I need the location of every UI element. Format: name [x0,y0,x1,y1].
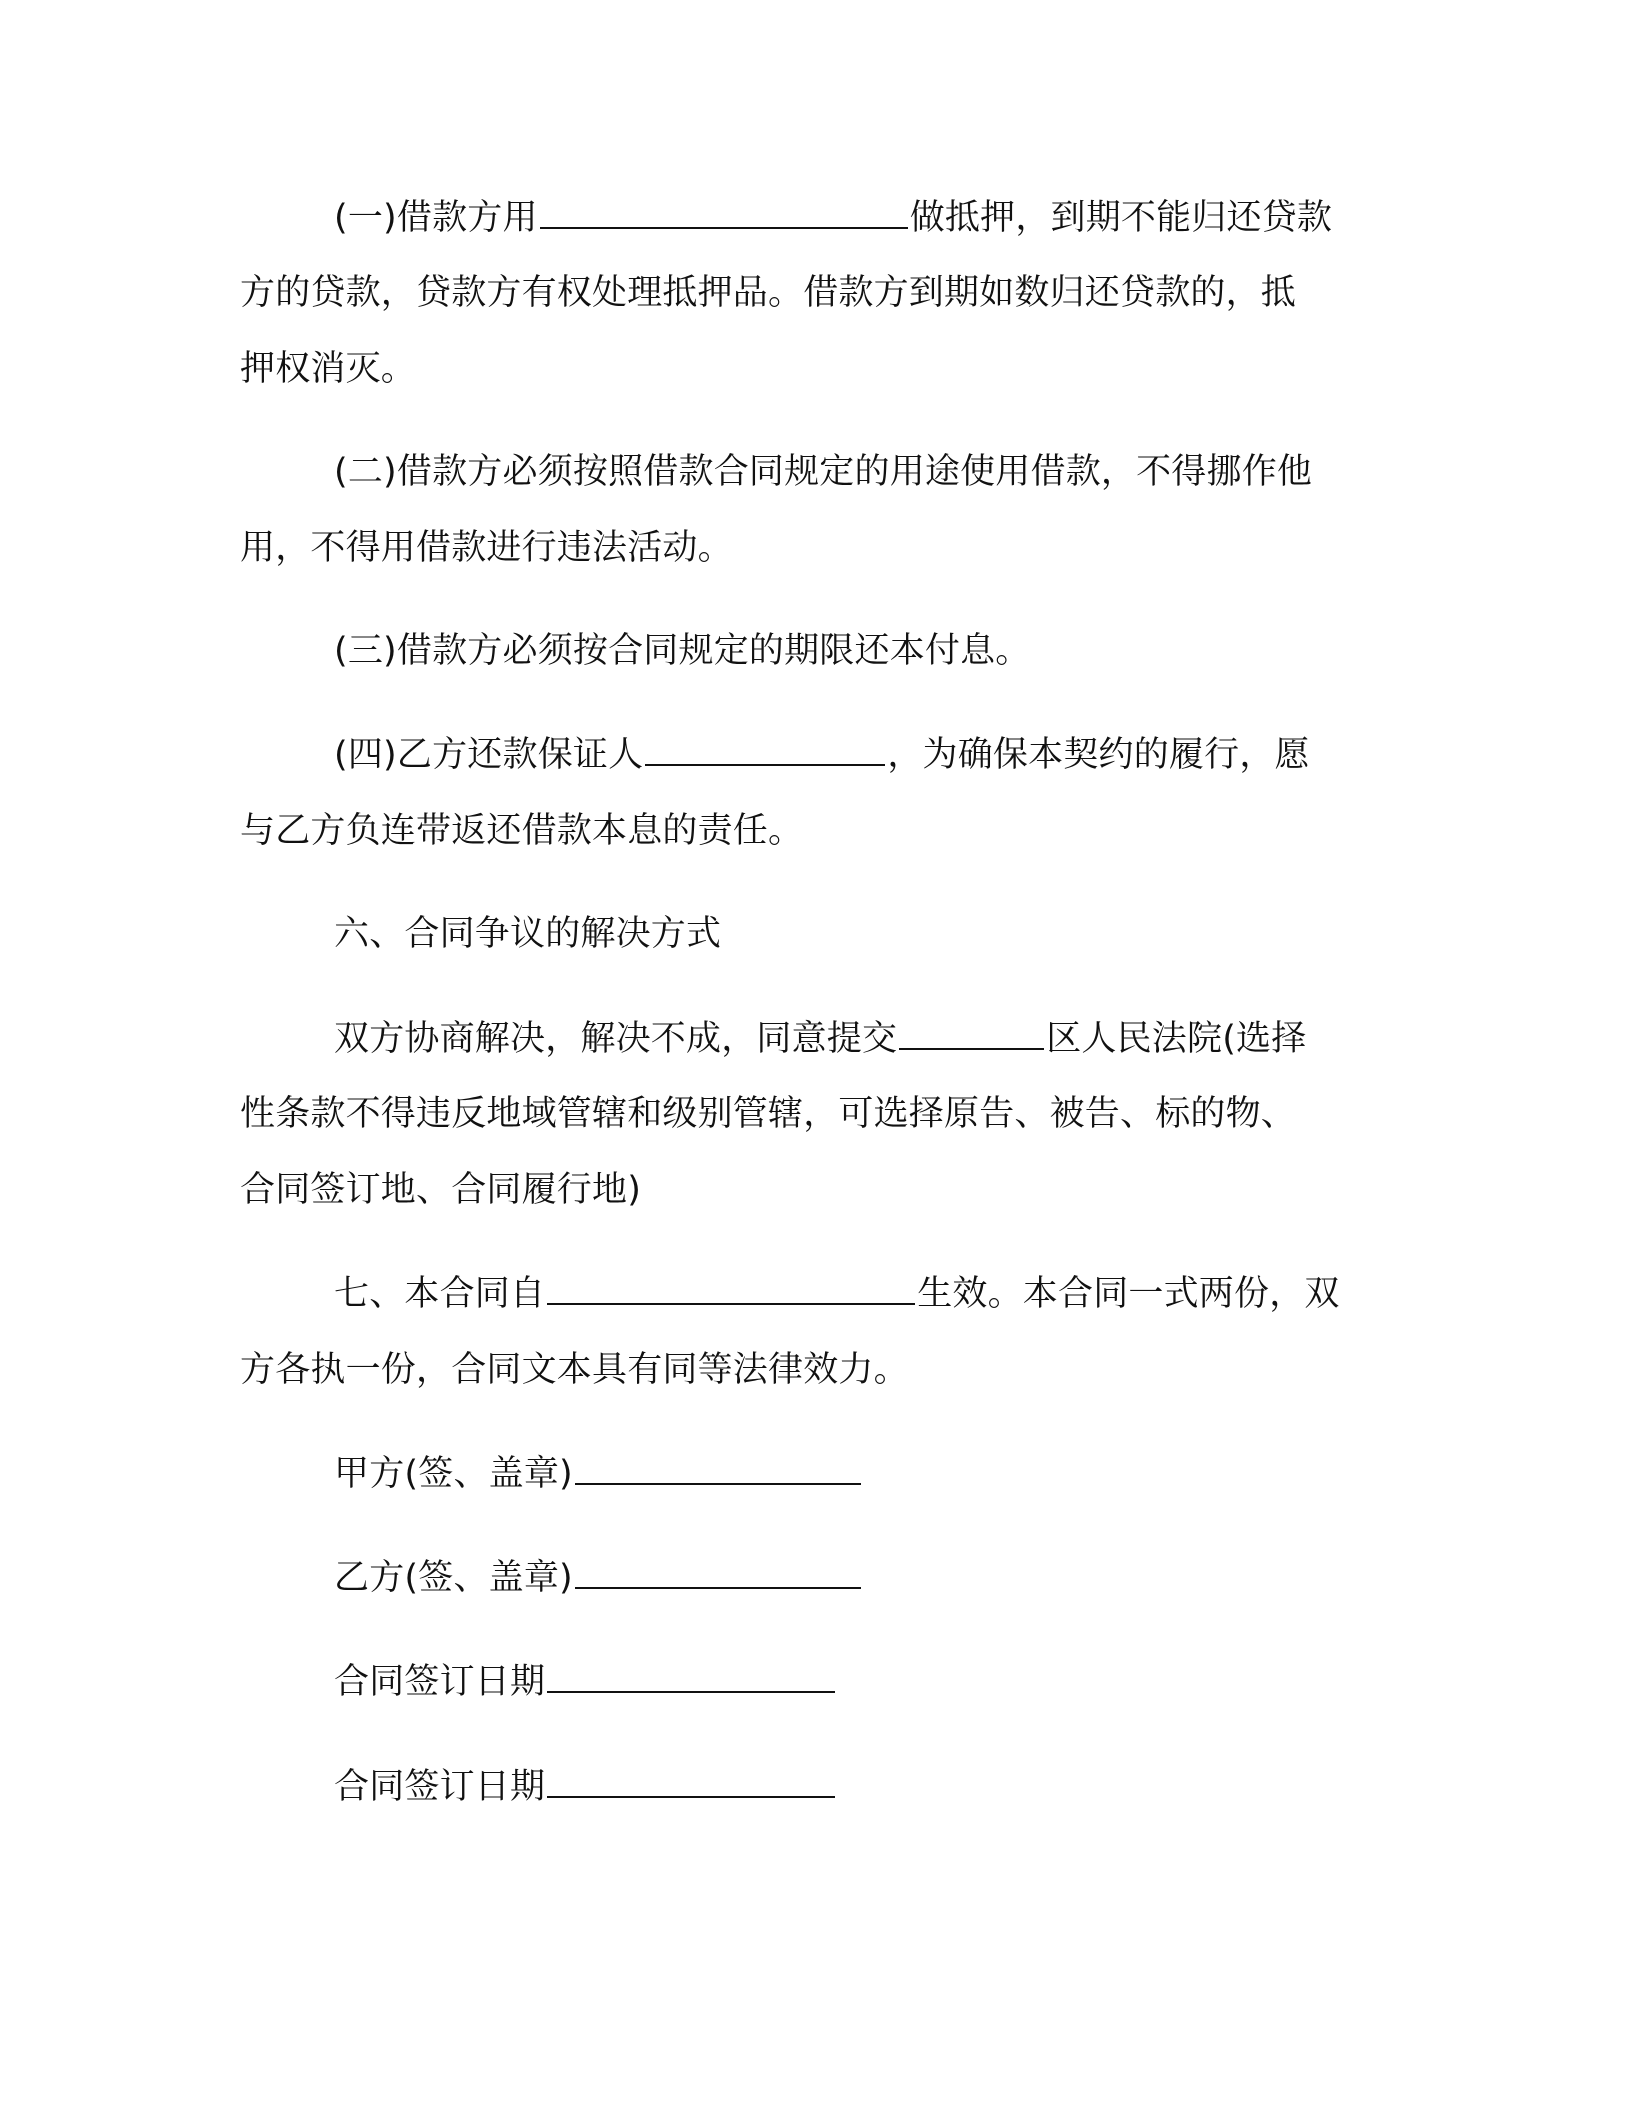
section-6-line-2: 性条款不得违反地域管辖和级别管辖，可选择原告、被告、标的物、 [240,1094,1297,1134]
party-b-blank [575,1557,861,1589]
party-b-label: 乙方(签、盖章) [334,1558,573,1598]
clause-3-line-1: (三)借款方必须按合同规定的期限还本付息。 [334,631,1031,671]
section-7-line-1 [334,1272,1340,1316]
clause-4-text-a: (四)乙方还款保证人 [334,735,644,775]
section-7-text-b: 生效。本合同一式两份，双 [917,1274,1340,1314]
party-a-signature [334,1452,863,1496]
signing-date-1-blank [547,1661,835,1693]
clause-4-line-1 [334,733,1310,777]
clause-1-text-a: (一)借款方用 [334,198,538,238]
clause-4-line-2: 与乙方负连带返还借款本息的责任。 [240,811,804,851]
party-b-signature [334,1556,863,1600]
guarantor-blank [645,734,885,766]
clause-1-line-3: 押权消灭。 [240,349,417,389]
court-blank [899,1018,1044,1050]
signing-date-2 [334,1765,837,1809]
signing-date-1 [334,1660,837,1704]
section-6-text-b: 区人民法院(选择 [1046,1019,1307,1059]
clause-1-line-2: 方的贷款，贷款方有权处理抵押品。借款方到期如数归还贷款的，抵 [240,273,1297,313]
section-7-line-2: 方各执一份，合同文本具有同等法律效力。 [240,1350,909,1390]
clause-4-text-b: ，为确保本契约的履行，愿 [887,735,1310,775]
section-6-line-3: 合同签订地、合同履行地) [240,1170,642,1210]
party-a-label: 甲方(签、盖章) [334,1454,573,1494]
party-a-blank [575,1453,861,1485]
clause-2-line-1: (二)借款方必须按照借款合同规定的用途使用借款，不得挪作他 [334,452,1313,492]
section-7-text-a: 七、本合同自 [334,1274,546,1314]
effective-date-blank [547,1273,915,1305]
collateral-blank [540,197,908,229]
clause-1-text-b: 做抵押，到期不能归还贷款 [909,198,1333,238]
section-6-heading: 六、合同争议的解决方式 [334,914,722,954]
signing-date-2-blank [547,1766,835,1798]
clause-1-line-1 [334,196,1332,240]
signing-date-1-label: 合同签订日期 [334,1662,546,1702]
section-6-text-a: 双方协商解决，解决不成，同意提交 [334,1019,898,1059]
signing-date-2-label: 合同签订日期 [334,1767,546,1807]
clause-2-line-2: 用，不得用借款进行违法活动。 [240,528,733,568]
section-6-line-1 [334,1017,1306,1061]
